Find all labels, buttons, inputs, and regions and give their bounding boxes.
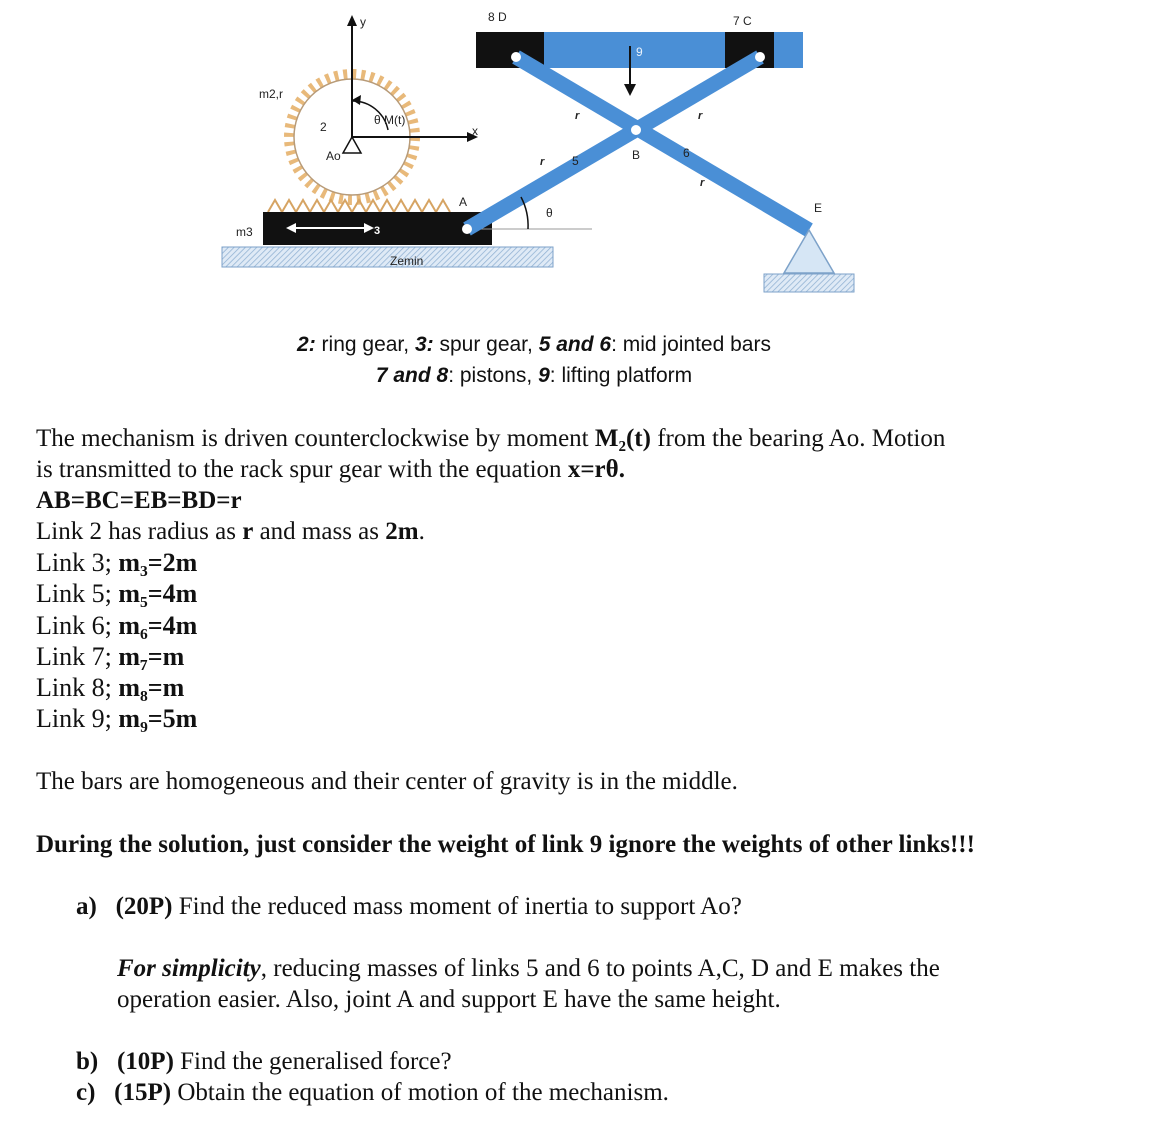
length-r-label-3: r <box>698 110 703 122</box>
theta-label: θ <box>546 206 553 220</box>
intro-line-2: is transmitted to the rack spur gear with the equation x=rθ. <box>36 456 625 483</box>
x-axis-label: x <box>472 124 478 138</box>
bar-5-number: 5 <box>572 154 579 168</box>
ground-zemin <box>222 247 553 267</box>
intro-line-1: The mechanism is driven counterclockwise by moment M₂(t) from the bearing Ao. Motion <box>36 425 946 452</box>
piston-7-label: 7 C <box>733 14 752 28</box>
link-7-mass: Link 7; m₇=m <box>36 642 185 671</box>
mechanism-diagram <box>0 0 1151 330</box>
joint-d <box>511 52 521 62</box>
length-r-label-1: r <box>540 156 545 168</box>
homogeneous-note: The bars are homogeneous and their center of gravity is in the middle. <box>36 768 738 795</box>
link-8-mass: Link 8; m₈=m <box>36 673 185 702</box>
theta-moment-label: θ M(t) <box>374 113 406 127</box>
joint-b-label: B <box>632 148 641 162</box>
ground-label: Zemin <box>390 254 424 268</box>
length-r-label-2: r <box>575 110 580 122</box>
bar-5 <box>467 57 760 229</box>
simplicity-note-2: operation easier. Also, joint A and support E have the same height. <box>117 986 781 1013</box>
joint-a-label: A <box>459 195 468 209</box>
link-9-mass: Link 9; m₉=5m <box>36 704 198 733</box>
bar-6 <box>516 57 809 230</box>
link-2-line: Link 2 has radius as r and mass as 2m. <box>36 518 425 545</box>
bearing-ao <box>343 137 361 153</box>
legend-line-2: 7 and 8: pistons, 9: lifting platform <box>375 364 693 387</box>
platform-9-label: 9 <box>636 45 643 59</box>
weight-warning: During the solution, just consider the weight of link 9 ignore the weights of other links!!! <box>36 831 975 858</box>
support-e-label: E <box>814 201 823 215</box>
gear-2-number: 2 <box>320 120 327 134</box>
y-axis-label: y <box>360 15 366 29</box>
link-6-mass: Link 6; m₆=4m <box>36 611 198 640</box>
piston-8-label: 8 D <box>488 10 507 24</box>
rack-mass-label: m3 <box>236 225 253 239</box>
link-3-mass: Link 3; m₃=2m <box>36 548 198 577</box>
link-5-mass: Link 5; m₅=4m <box>36 579 198 608</box>
bar-6-number: 6 <box>683 146 690 160</box>
joint-b <box>631 125 641 135</box>
gear-2-mass-label: m2,r <box>259 87 283 101</box>
simplicity-note-1: For simplicity, reducing masses of links 5 and 6 to points A,C, D and E makes the <box>117 955 940 982</box>
joint-a <box>462 224 472 234</box>
length-r-label-4: r <box>700 177 705 189</box>
ground-e <box>764 274 854 292</box>
question-c: c) (15P) Obtain the equation of motion of the mechanism. <box>76 1079 669 1106</box>
length-equation: AB=BC=EB=BD=r <box>36 487 242 514</box>
support-e <box>784 230 834 273</box>
joint-c <box>755 52 765 62</box>
rack-number: 3 <box>374 225 381 237</box>
question-a: a) (20P) Find the reduced mass moment of inertia to support Ao? <box>76 893 742 920</box>
question-b: b) (10P) Find the generalised force? <box>76 1048 452 1075</box>
legend-line-1: 2: ring gear, 3: spur gear, 5 and 6: mid jointed bars <box>297 333 771 356</box>
ao-label: Ao <box>326 149 341 163</box>
rack-teeth <box>268 200 450 212</box>
